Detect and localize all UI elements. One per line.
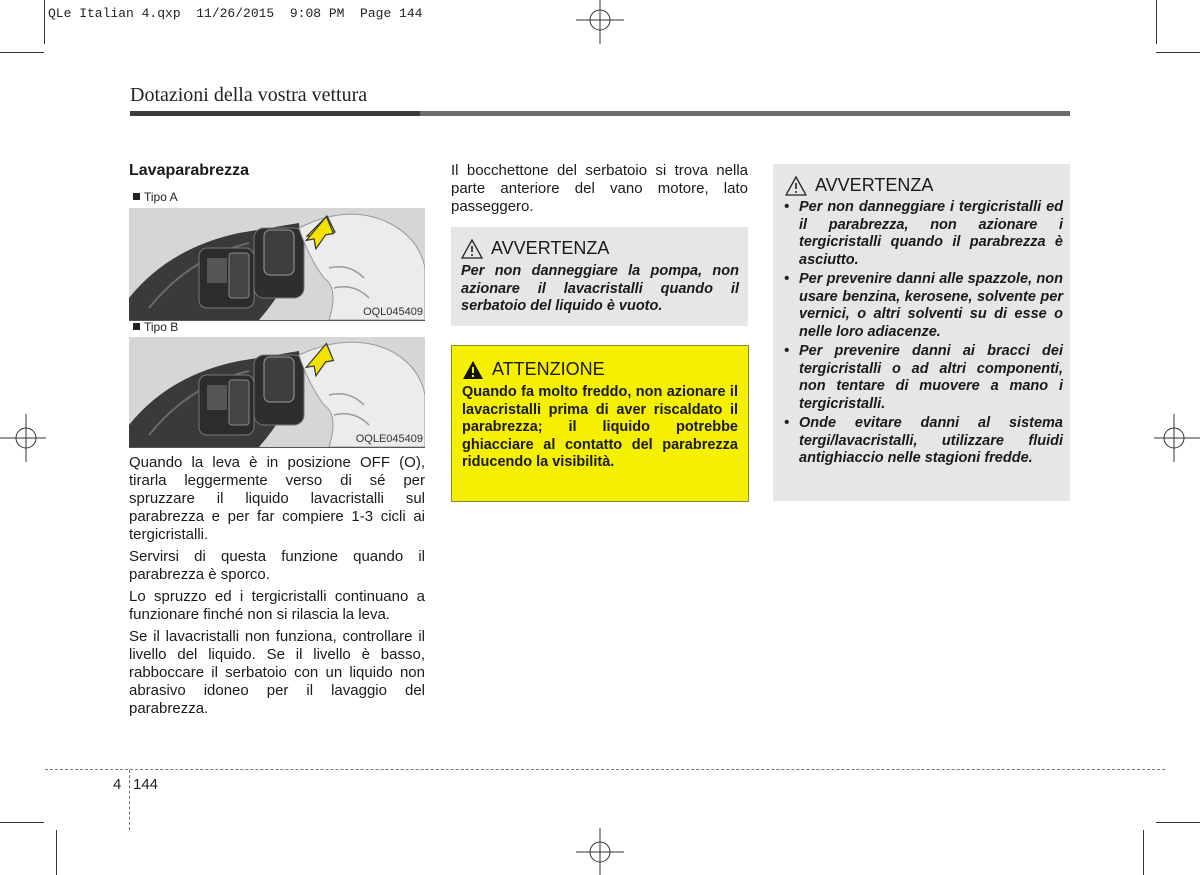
intro-paragraph: Il bocchettone del serbatoio si trova nella parte anteriore del vano motore, lato passeggero.	[451, 162, 748, 215]
crop-mark	[44, 0, 45, 44]
section-title: Dotazioni della vostra vettura	[130, 84, 368, 106]
crop-mark	[56, 830, 57, 875]
figure-tag-a: Tipo A	[133, 190, 178, 204]
crop-mark	[1143, 830, 1144, 875]
registration-mark-icon	[1154, 410, 1200, 466]
crop-mark	[0, 822, 44, 823]
footer-rule	[45, 769, 1165, 770]
caution-title: ATTENZIONE	[492, 359, 605, 379]
registration-mark-icon	[0, 410, 46, 466]
warning-box	[451, 227, 748, 326]
warning-title: AVVERTENZA	[815, 175, 934, 195]
paragraph: Lo spruzzo ed i tergicristalli continuano a funzionare finché non si rilascia la leva.	[129, 588, 425, 623]
crop-mark	[1156, 0, 1157, 44]
registration-mark-icon	[570, 0, 630, 44]
caution-triangle-icon	[462, 360, 484, 380]
list-item: • Per non danneggiare i tergicristalli ed il parabrezza, non azionare i tergicristalli quando il parabrezza è asciutto.	[784, 199, 1063, 268]
paragraph: Quando la leva è in posizione OFF (O), tirarla leggermente verso di sé per spruzzare il liquido lavacristalli sul parabrezza e per far compiere 1-3 cicli ai tergicristalli.	[129, 454, 425, 543]
wiper-lever-illustration	[129, 337, 425, 447]
subsection-heading: Lavaparabrezza	[129, 162, 250, 179]
chapter-number: 4	[113, 776, 122, 793]
crop-mark	[1156, 822, 1200, 823]
footer-divider	[129, 770, 130, 830]
figure-tag-b: Tipo B	[133, 320, 178, 334]
warning-triangle-icon	[785, 176, 807, 196]
print-header: QLe Italian 4.qxp 11/26/2015 9:08 PM Page 144	[48, 6, 423, 21]
warning-text: Per non danneggiare la pompa, non azionare il lavacristalli quando il serbatoio del liquido è vuoto.	[461, 263, 739, 314]
figure-wiper-lever-b	[129, 337, 425, 448]
column-2	[451, 162, 748, 216]
crop-mark	[1156, 52, 1200, 53]
page-number: 144	[133, 776, 159, 793]
paragraph: Servirsi di questa funzione quando il parabrezza è sporco.	[129, 548, 425, 583]
list-item: • Onde evitare danni al sistema tergi/lavacristalli, utilizzare fluidi antighiaccio nelle stagioni fredde.	[784, 415, 1063, 466]
warning-box-list	[773, 164, 1070, 501]
column-1	[129, 162, 425, 180]
body-text	[129, 454, 425, 722]
figure-wiper-lever-a	[129, 208, 425, 321]
title-rule	[130, 111, 1070, 116]
registration-mark-icon	[570, 828, 630, 875]
crop-mark	[0, 52, 44, 53]
figure-code: OQLE045409	[355, 433, 423, 445]
list-item: • Per prevenire danni alle spazzole, non usare benzina, kerosene, solvente per vernici, o altri solventi su di esse o nelle loro adiacenze.	[784, 271, 1063, 340]
wiper-lever-illustration	[129, 208, 425, 320]
warning-title: AVVERTENZA	[491, 238, 610, 258]
warning-list	[773, 199, 1063, 470]
caution-text: Quando fa molto freddo, non azionare il lavacristalli prima di aver riscaldato il parabrezza; il liquido potrebbe ghiacciare al contatto del parabrezza riducendo la visibilità.	[462, 384, 738, 470]
paragraph: Se il lavacristalli non funziona, controllare il livello del liquido. Se il livello è basso, rabboccare il serbatoio con un liquido non abrasivo idoneo per il lavaggio del parabrezza.	[129, 628, 425, 717]
figure-code: OQL045409	[363, 306, 423, 318]
caution-box	[451, 345, 749, 502]
list-item: • Per prevenire danni ai bracci dei tergicristalli o ad altri componenti, non tentare di muovere a mano i tergicristalli.	[784, 343, 1063, 412]
warning-triangle-icon	[461, 239, 483, 259]
